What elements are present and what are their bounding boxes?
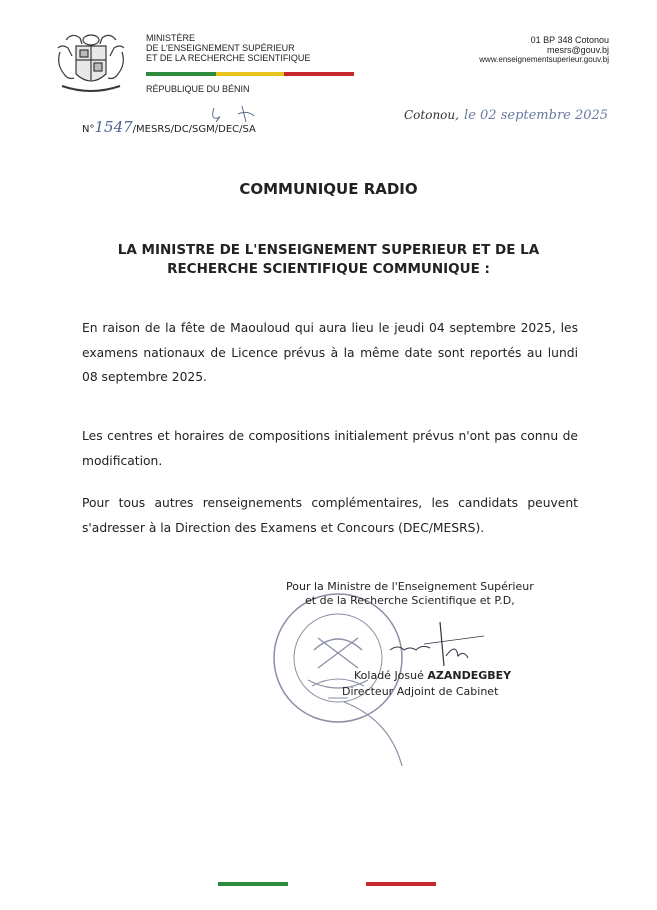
- footer-bar-left: [218, 882, 288, 886]
- reference-handwritten-number: 1547: [94, 118, 133, 136]
- flag-bar-yellow: [216, 72, 284, 76]
- page-title: COMMUNIQUE RADIO: [239, 180, 418, 198]
- website-text: www.enseignementsuperieur.gouv.bj: [479, 55, 609, 64]
- initials-scribbles: [208, 104, 268, 130]
- communique-heading: [60, 241, 597, 279]
- signatory-first-name: Koladé Josué: [354, 669, 428, 682]
- body-paragraph-2: Les centres et horaires de compositions initialement prévus n'ont pas connu de modification.: [82, 429, 578, 468]
- contact-block: [479, 35, 609, 65]
- signature-line-1: Pour la Ministre de l'Enseignement Supérieur: [286, 580, 534, 593]
- signatory-last-name: AZANDEGBEY: [427, 669, 512, 682]
- ministry-line-1: MINISTÈRE: [146, 33, 196, 43]
- reference-suffix: /MESRS/DC/SGM/DEC/SA: [132, 124, 256, 135]
- ministry-line-3: ET DE LA RECHERCHE SCIENTIFIQUE: [146, 53, 311, 63]
- signatory-role: Directeur Adjoint de Cabinet: [342, 685, 499, 698]
- flag-bar-green: [146, 72, 216, 76]
- heading-line-1: LA MINISTRE DE L'ENSEIGNEMENT SUPERIEUR ET DE LA: [117, 242, 540, 258]
- signature-authority: [286, 580, 534, 608]
- stamp-tail-line: [340, 700, 410, 774]
- body-paragraph-3: Pour tous autres renseignements complémentaires, les candidats peuvent s'adresser à la Direction des Examens et Concours (DEC/MESRS).: [82, 496, 578, 535]
- ministry-line-2: DE L'ENSEIGNEMENT SUPÉRIEUR: [146, 43, 295, 53]
- email-text: mesrs@gouv.bj: [547, 45, 609, 55]
- handwritten-signature: [384, 616, 494, 676]
- dateline: [404, 104, 608, 123]
- reference-prefix: N°: [82, 124, 95, 135]
- coat-of-arms-emblem: [52, 30, 130, 98]
- signatory-name: [354, 669, 511, 683]
- date-handwritten: le 02 septembre 2025: [464, 108, 609, 123]
- body-paragraph-1: En raison de la fête de Maouloud qui aura lieu le jeudi 04 septembre 2025, les examens nationaux de Licence prévus à la même date sont reportés au lundi 08 septembre 2025.: [82, 321, 578, 384]
- flag-bar-red: [284, 72, 354, 76]
- ministry-name: [146, 33, 310, 63]
- republic-label: RÉPUBLIQUE DU BÉNIN: [146, 84, 250, 94]
- heading-line-2: RECHERCHE SCIENTIFIQUE COMMUNIQUE :: [167, 261, 490, 277]
- date-city: Cotonou,: [404, 108, 459, 122]
- signature-line-2: et de la Recherche Scientifique et P.D,: [305, 594, 515, 607]
- footer-bar-right: [366, 882, 436, 886]
- address-text: 01 BP 348 Cotonou: [530, 35, 609, 45]
